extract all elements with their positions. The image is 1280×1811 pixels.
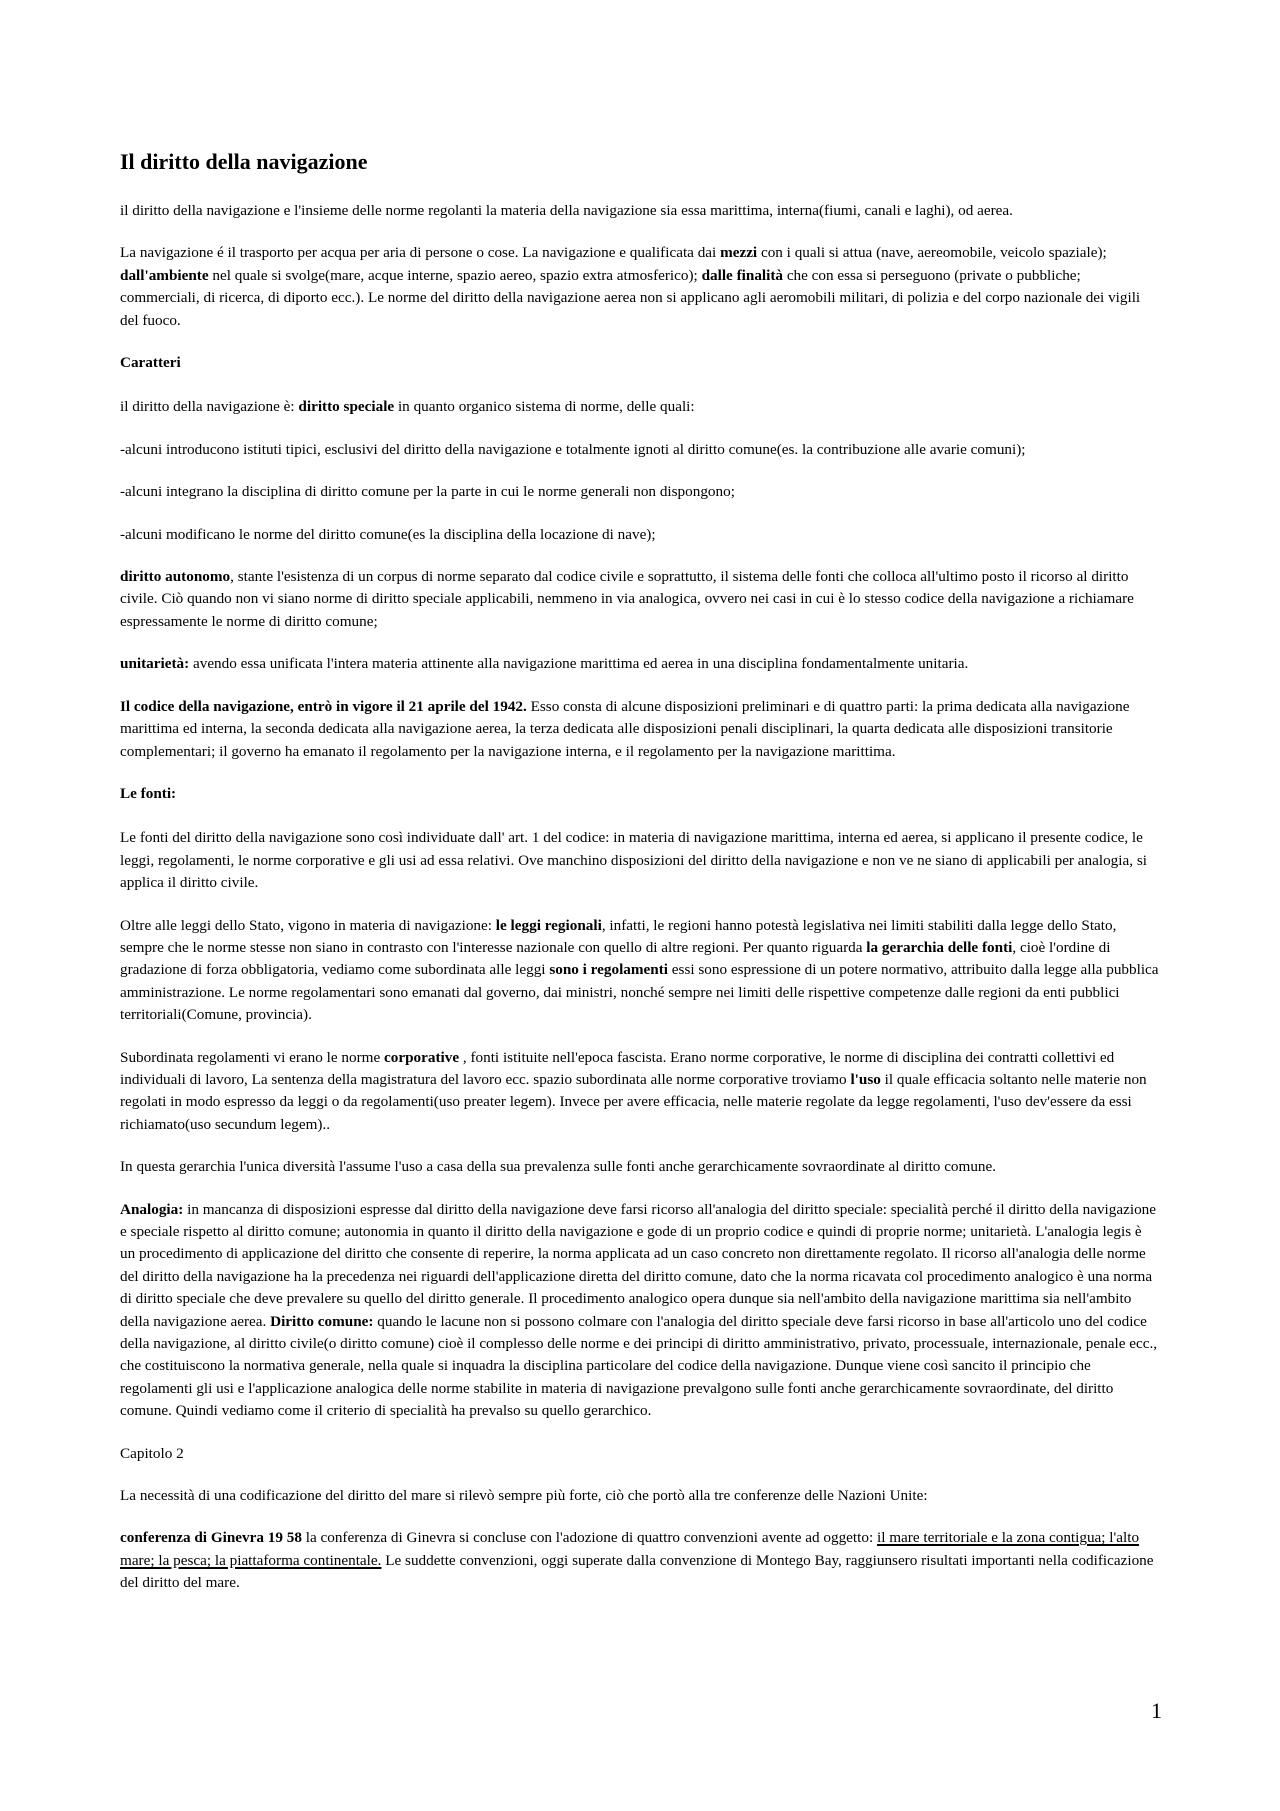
diritto-autonomo-paragraph: diritto autonomo, stante l'esistenza di un corpus di norme separato dal codice civile e soprattutto, il sistema delle fonti che colloca all'ultimo posto il ricorso al diritto civile. Ciò quando non vi siano norme di diritto speciale applicabili, nemmeno in via analogica, ovvero nei casi in cui è lo stesso codice della navigazione a richiamare espressamente le norme di diritto comune; (120, 568, 1134, 630)
corporative-paragraph: Subordinata regolamenti vi erano le norme corporative , fonti istituite nell'epoca fascista. Erano norme corporative, le norme di disciplina dei contratti collettivi ed individuali di lavoro, La sentenza della magistratura del lavoro ecc. spazio subordinata alle norme corporative troviamo l'uso il quale efficacia soltanto nelle materie non regolati in modo espresso da leggi o da regolamenti(uso preater legem). Invece per avere efficacia, nelle materie regolate da legge regolamenti, l'uso dev'essere da essi richiamato(uso secundum legem).. (120, 1048, 1147, 1133)
list-item: -alcuni introducono istituti tipici, esclusivi del diritto della navigazione e totalmente ignoti al diritto comune(es. la contribuzione alle avarie comuni); (120, 440, 1026, 458)
analogia-paragraph: Analogia: in mancanza di disposizioni espresse dal diritto della navigazione deve farsi ricorso all'analogia del diritto speciale: specialità perché il diritto della navigazione e speciale rispetto al diritto comune; autonomia in quanto il diritto della navigazione e gode di un proprio codice e quindi di proprie norme; unitarietà. L'analogia legis è un procedimento di applicazione del diritto che consente di reperire, la norma applicata ad un caso concreto non direttamente regolato. Il ricorso all'analogia delle norme del diritto della navigazione ha la precedenza nei riguardi dell'applicazione diretta del diritto comune, dato che la norma ricavata col procedimento analogico è una norma di diritto speciale che deve prevalere su quello del diritto generale. Il procedimento analogico opera dunque sia nell'ambito della navigazione marittima sia nell'ambito della navigazione aerea. Diritto comune: quando le lacune non si possono colmare con l'analogia del diritto speciale deve farsi ricorso in base all'articolo uno del codice della navigazione, al diritto civile(o diritto comune) cioè il complesso delle norme e dei principi di diritto amministrativo, privato, processuale, internazionale, penale ecc., che costituiscono la normativa generale, nella quale si inquadra la disciplina particolare del codice della navigazione. Dunque viene così sancito il principio che regolamenti gli usi e l'applicazione analogica delle norme stabilite in materia di navigazione prevalgono sulle fonti anche gerarchicamente sovraordinate, del diritto comune. Quindi vediamo come il criterio di specialità ha prevalso su quello gerarchico. (120, 1200, 1158, 1420)
list-item: -alcuni modificano le norme del diritto comune(es la disciplina della locazione di nave); (120, 525, 656, 543)
gerarchia-paragraph: In questa gerarchia l'unica diversità l'assume l'uso a casa della sua prevalenza sulle fonti anche gerarchicamente sovraordinate al diritto comune. (120, 1158, 997, 1176)
diritto-speciale-paragraph: il diritto della navigazione è: diritto speciale in quanto organico sistema di norme, delle quali: (120, 398, 695, 416)
page-number: 1 (1151, 1698, 1162, 1723)
document-title: Il diritto della navigazione (120, 149, 368, 174)
codice-paragraph: Il codice della navigazione, entrò in vigore il 21 aprile del 1942. Esso consta di alcune disposizioni preliminari e di quattro parti: la prima dedicata alla navigazione marittima ed interna, la seconda dedicata alla navigazione aerea, la terza dedicata alle disposizioni penali disciplinari, la quarta dedicata alle disposizioni transitorie complementari; il governo ha emanato il regolamento per la navigazione interna, e il regolamento per la navigazione marittima. (120, 697, 1130, 760)
intro-paragraph: il diritto della navigazione e l'insieme delle norme regolanti la materia della navigazione sia essa marittima, interna(fiumi, canali e laghi), od aerea. (120, 202, 1013, 219)
fonti-paragraph: Le fonti del diritto della navigazione sono così individuate dall' art. 1 del codice: in materia di navigazione marittima, interna ed aerea, si applicano il presente codice, le leggi, regolamenti, le norme corporative e gli usi ad essa relativi. Ove manchino disposizioni del diritto della navigazione e non ve ne siano di applicabili per analogia, si applica il diritto civile. (120, 829, 1147, 892)
section-heading-fonti: Le fonti: (120, 784, 177, 802)
leggi-regionali-paragraph: Oltre alle leggi dello Stato, vigono in materia di navigazione: le leggi regionali, infatti, le regioni hanno potestà legislativa nei limiti stabiliti dalla legge dello Stato, sempre che le norme stesse non siano in contrasto con l'interesse nazionale con quello di altre regioni. Per quanto riguarda la gerarchia delle fonti, cioè l'ordine di gradazione di forza obbligatoria, vediamo come subordinata alle leggi sono i regolamenti essi sono espressione di un potere normativo, attribuito dalla legge alla pubblica amministrazione. Le norme regolamentari sono emanati dal governo, dai ministri, nonché sempre nei limiti delle rispettive competenze dalle regioni da enti pubblici territoriali(Comune, provincia). (120, 916, 1159, 1024)
chapter-heading: Capitolo 2 (120, 1444, 184, 1462)
section-heading-caratteri: Caratteri (120, 354, 181, 372)
unitarieta-paragraph: unitarietà: avendo essa unificata l'intera materia attinente alla navigazione marittima ed aerea in una disciplina fondamentalmente unitaria. (120, 655, 969, 673)
document-body (120, 148, 1160, 1615)
navigazione-paragraph: La navigazione é il trasporto per acqua per aria di persone o cose. La navigazione e qualificata dai mezzi con i quali si attua (nave, aereomobile, veicolo spaziale); dall'ambiente nel quale si svolge(mare, acque interne, spazio aereo, spazio extra atmosferico); dalle finalità che con essa si perseguono (private o pubbliche; commerciali, di ricerca, di diporto ecc.). Le norme del diritto della navigazione aerea non si applicano agli aeromobili militari, di polizia e del corpo nazionale dei vigili del fuoco. (120, 244, 1141, 329)
necessita-paragraph: La necessità di una codificazione del diritto del mare si rilevò sempre più forte, ciò che portò alla tre conferenze delle Nazioni Unite: (120, 1487, 928, 1505)
list-item: -alcuni integrano la disciplina di diritto comune per la parte in cui le norme generali non dispongono; (120, 483, 735, 501)
ginevra-paragraph: conferenza di Ginevra 19 58 la conferenza di Ginevra si concluse con l'adozione di quattro convenzioni avente ad oggetto: il mare territoriale e la zona contigua; l'alto mare; la pesca; la piattaforma continentale. Le suddette convenzioni, oggi superate dalla convenzione di Montego Bay, raggiunsero risultati importanti nella codificazione del diritto del mare. (120, 1529, 1154, 1592)
